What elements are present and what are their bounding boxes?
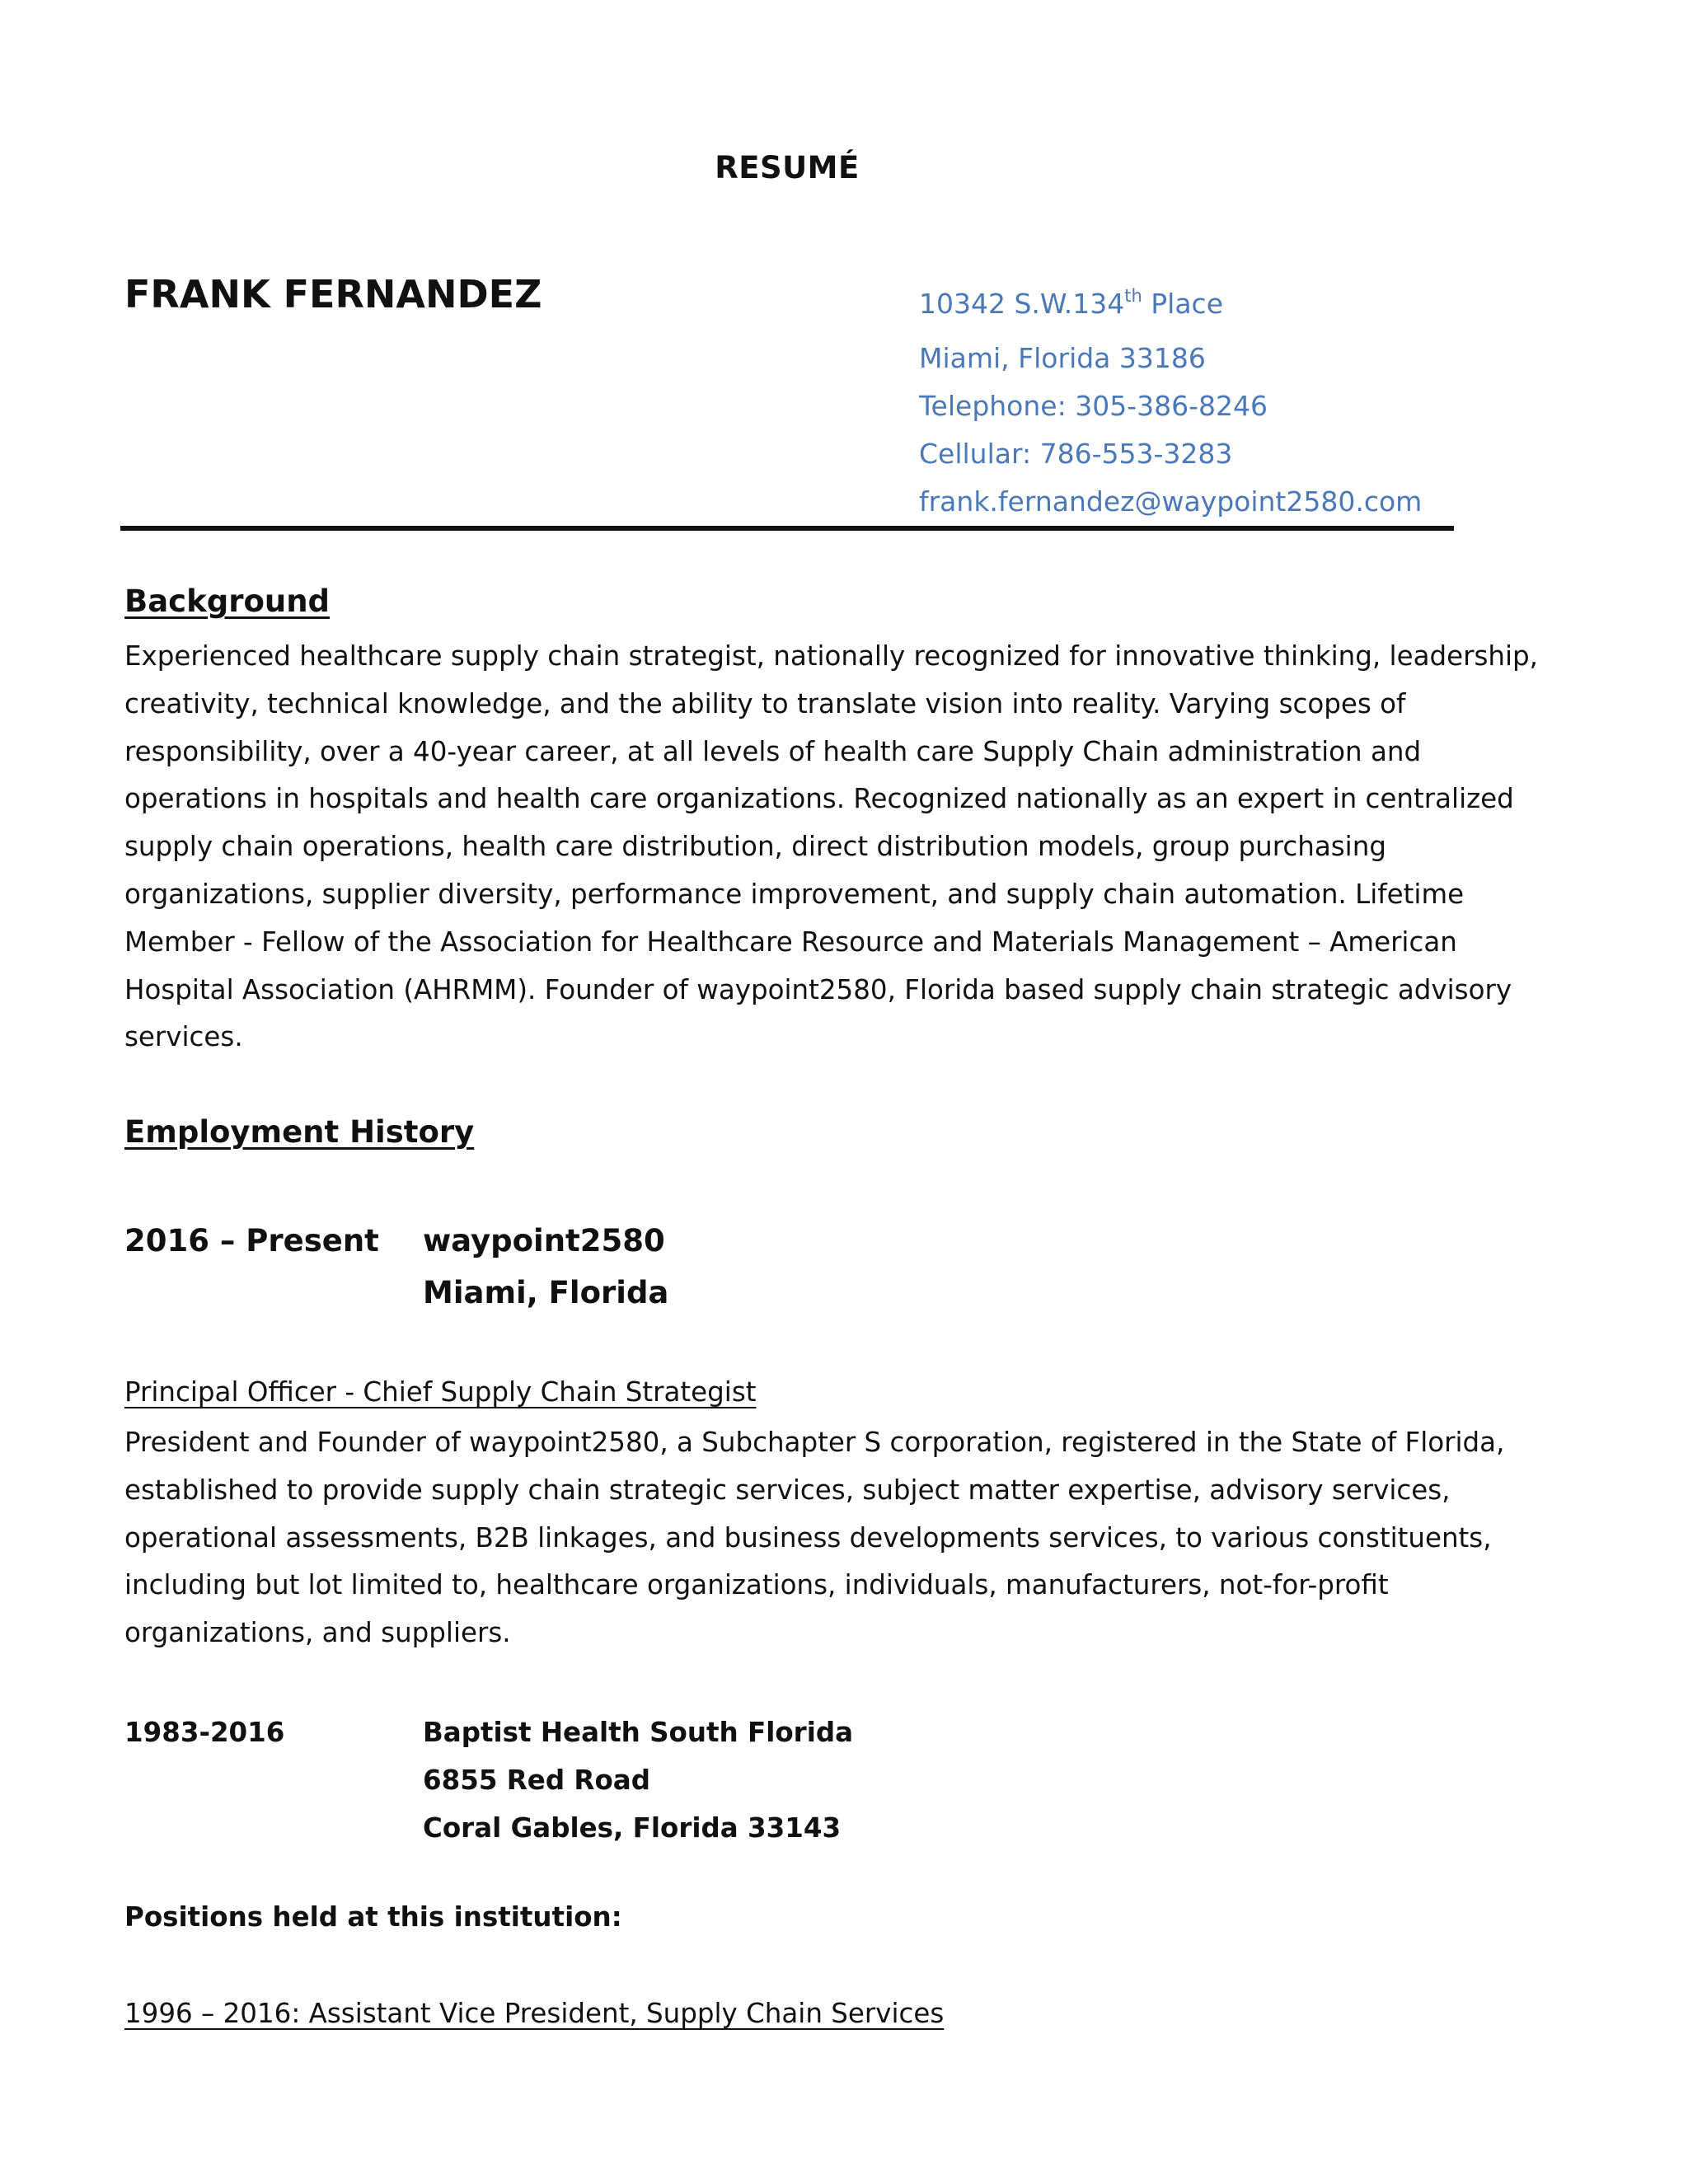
candidate-name: FRANK FERNANDEZ xyxy=(124,272,542,316)
address-street-type: Place xyxy=(1142,288,1224,320)
paragraph-line: organizations, supplier diversity, performance improvement, and supply chain automation. Lifetime xyxy=(124,878,1465,910)
job1-description xyxy=(124,1419,1505,1657)
job2-position-1: 1996 – 2016: Assistant Vice President, Supply Chain Services xyxy=(124,1998,945,2029)
job2-street: 6855 Red Road xyxy=(423,1764,650,1796)
paragraph-line: including but lot limited to, healthcare organizations, individuals, manufacturers, not-for-profit xyxy=(124,1569,1389,1601)
paragraph-line: Experienced healthcare supply chain strategist, nationally recognized for innovative thinking, leadership, xyxy=(124,640,1538,672)
job1-org-name: waypoint2580 xyxy=(423,1223,665,1258)
job1-dates: 2016 – Present xyxy=(124,1223,379,1258)
paragraph-line: operational assessments, B2B linkages, and business developments services, to various constituents, xyxy=(124,1521,1492,1554)
paragraph-line: operations in hospitals and health care organizations. Recognized nationally as an expert in centralized xyxy=(124,783,1514,815)
job2-org-name: Baptist Health South Florida xyxy=(423,1717,854,1748)
cellular: Cellular: 786-553-3283 xyxy=(919,438,1233,470)
paragraph-line: services. xyxy=(124,1021,243,1053)
employment-heading: Employment History xyxy=(124,1114,475,1150)
background-paragraph xyxy=(124,633,1538,1062)
address-ordinal-suffix: th xyxy=(1124,286,1142,306)
job1-position-title: Principal Officer - Chief Supply Chain Strategist xyxy=(124,1376,757,1408)
address-line-2: Miami, Florida 33186 xyxy=(919,342,1206,374)
paragraph-line: established to provide supply chain strategic services, subject matter expertise, advisory services, xyxy=(124,1474,1451,1506)
positions-label: Positions held at this institution: xyxy=(124,1901,622,1933)
job1-location: Miami, Florida xyxy=(423,1275,669,1310)
address-line-1 xyxy=(919,280,1422,328)
paragraph-line: Hospital Association (AHRMM). Founder of waypoint2580, Florida based supply chain strategic advisory xyxy=(124,973,1512,1005)
job1-employer xyxy=(423,1215,668,1319)
telephone: Telephone: 305-386-8246 xyxy=(919,390,1268,422)
background-heading: Background xyxy=(124,583,331,619)
header-divider xyxy=(120,526,1454,531)
paragraph-line: Member - Fellow of the Association for Healthcare Resource and Materials Management – American xyxy=(124,926,1457,958)
address-street-number: 10342 S.W.134 xyxy=(919,288,1125,320)
paragraph-line: supply chain operations, health care distribution, direct distribution models, group purchasing xyxy=(124,831,1386,863)
email-link[interactable]: frank.fernandez@waypoint2580.com xyxy=(919,485,1423,518)
job2-dates: 1983-2016 xyxy=(124,1717,285,1748)
document-title: RESUMÉ xyxy=(715,150,860,185)
job2-employer xyxy=(423,1709,853,1852)
contact-block xyxy=(919,280,1422,526)
paragraph-line: organizations, and suppliers. xyxy=(124,1617,511,1649)
paragraph-line: responsibility, over a 40-year career, at all levels of health care Supply Chain administration and xyxy=(124,735,1422,767)
job2-city: Coral Gables, Florida 33143 xyxy=(423,1811,842,1844)
paragraph-line: creativity, technical knowledge, and the ability to translate vision into reality. Varying scopes of xyxy=(124,687,1406,719)
paragraph-line: President and Founder of waypoint2580, a Subchapter S corporation, registered in the State of Florida, xyxy=(124,1427,1505,1458)
